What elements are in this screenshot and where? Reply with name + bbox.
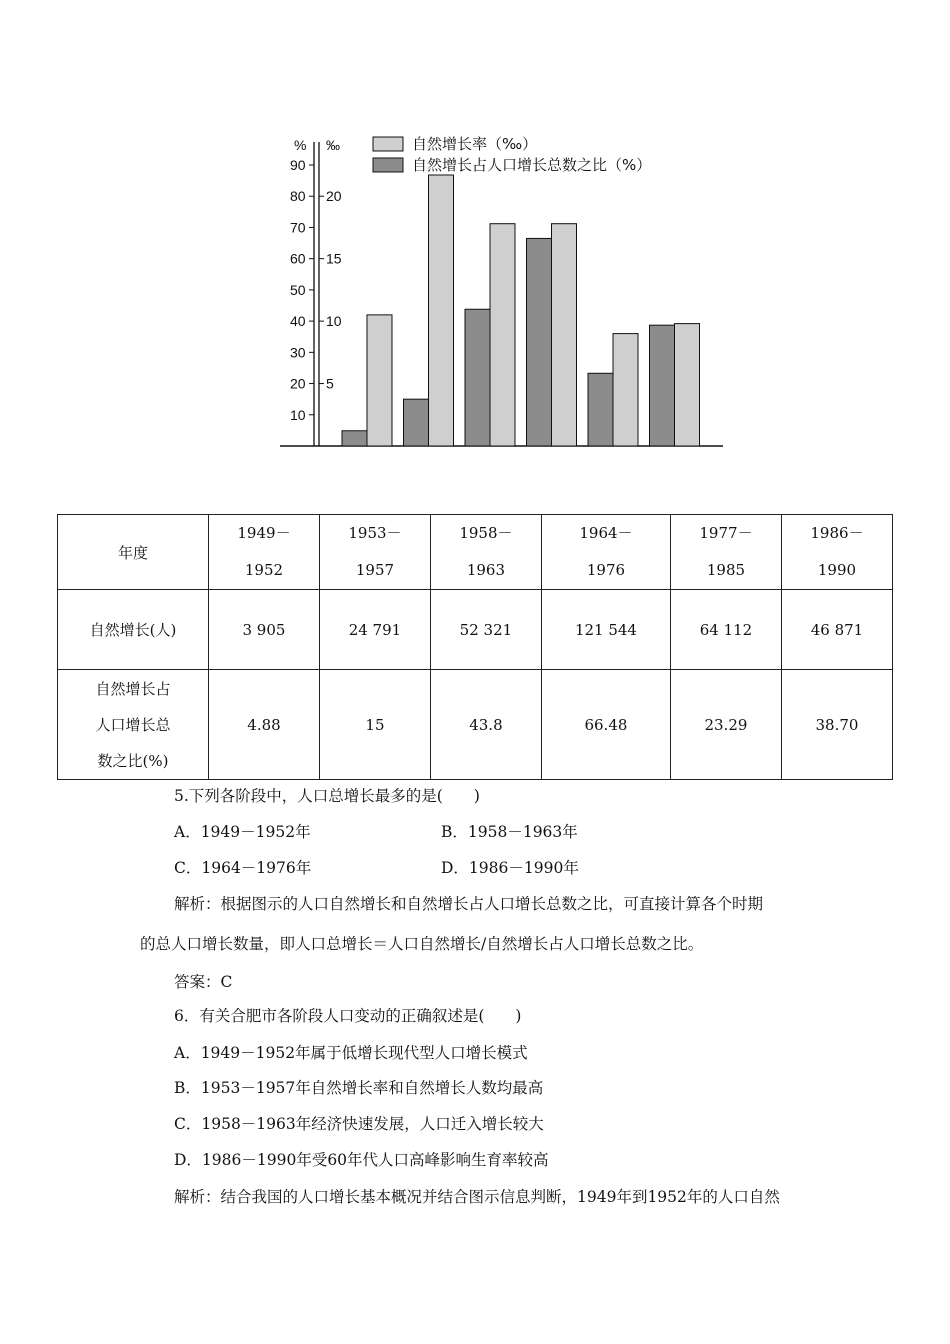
legend-swatch-ratio: [373, 158, 403, 172]
right-tick-label: 10: [326, 313, 342, 330]
period-5: 1977－ 1985: [671, 515, 782, 590]
q6-option-d: D．1986－1990年受60年代人口高峰影响生育率较高: [174, 1151, 549, 1169]
left-tick-label: 50: [290, 281, 306, 298]
row1-cell: 46 871: [781, 590, 892, 670]
row1-label: 自然增长(人): [58, 590, 209, 670]
legend-label-ratio: 自然增长占人口增长总数之比（%）: [412, 156, 652, 174]
bar-ratio: [527, 238, 552, 446]
right-tick-label: 15: [326, 250, 342, 267]
row2-cell: 15: [319, 670, 430, 780]
period-6: 1986－ 1990: [781, 515, 892, 590]
row1-cell: 64 112: [671, 590, 782, 670]
q5-analysis-line1: 解析：根据图示的人口自然增长和自然增长占人口增长总数之比，可直接计算各个时期: [174, 895, 764, 913]
legend: [373, 135, 651, 174]
population-bar-chart: [270, 130, 740, 460]
left-tick-label: 80: [290, 188, 306, 205]
q5-option-d: D．1986－1990年: [441, 859, 579, 877]
q5-stem: 5.下列各阶段中，人口总增长最多的是( ): [174, 787, 480, 805]
row2-cell: 66.48: [541, 670, 670, 780]
period-4: 1964－ 1976: [541, 515, 670, 590]
q5-answer: 答案：C: [174, 973, 233, 991]
row2-cell: 43.8: [430, 670, 541, 780]
q5-analysis-line2: 的总人口增长数量，即人口总增长＝人口自然增长/自然增长占人口增长总数之比。: [140, 935, 704, 953]
left-axis-unit: %: [294, 137, 307, 153]
q5-option-c: C．1964－1976年: [174, 859, 312, 877]
left-tick-label: 40: [290, 313, 306, 330]
bar-rate: [367, 315, 392, 446]
q6-option-c: C．1958－1963年经济快速发展，人口迁入增长较大: [174, 1115, 544, 1133]
bar-ratio: [404, 399, 429, 446]
bar-rate: [613, 334, 638, 446]
row2-cell: 23.29: [671, 670, 782, 780]
row2-cell: 4.88: [209, 670, 320, 780]
left-tick-label: 70: [290, 219, 306, 236]
population-table: [57, 514, 893, 780]
row1-cell: 24 791: [319, 590, 430, 670]
period-2: 1953－ 1957: [319, 515, 430, 590]
left-tick-label: 60: [290, 250, 306, 267]
q6-analysis-line1: 解析：结合我国的人口增长基本概况并结合图示信息判断，1949年到1952年的人口自然: [174, 1188, 780, 1206]
row2-cell: 38.70: [781, 670, 892, 780]
q6-option-a: A．1949－1952年属于低增长现代型人口增长模式: [174, 1044, 528, 1062]
bar-ratio: [588, 373, 613, 446]
q6-stem: 6．有关合肥市各阶段人口变动的正确叙述是( ): [174, 1007, 522, 1025]
legend-swatch-rate: [373, 137, 403, 151]
row1-cell: 121 544: [541, 590, 670, 670]
bar-ratio: [650, 325, 675, 446]
legend-label-rate: 自然增长率（‰）: [412, 135, 538, 153]
right-tick-label: 5: [326, 375, 334, 392]
q5-option-a: A．1949－1952年: [174, 823, 311, 841]
bar-rate: [675, 324, 700, 446]
row2-label: 自然增长占 人口增长总 数之比(%): [58, 670, 209, 780]
bar-rate: [429, 175, 454, 446]
left-tick-label: 30: [290, 344, 306, 361]
left-tick-label: 90: [290, 157, 306, 173]
left-tick-label: 20: [290, 375, 306, 392]
left-tick-label: 10: [290, 406, 306, 423]
bar-ratio: [342, 431, 367, 446]
bar-ratio: [465, 309, 490, 446]
row1-cell: 3 905: [209, 590, 320, 670]
period-3: 1958－ 1963: [430, 515, 541, 590]
right-tick-label: 20: [326, 188, 342, 205]
right-axis-unit: ‰: [326, 137, 340, 153]
header-label: 年度: [58, 515, 209, 590]
row1-cell: 52 321: [430, 590, 541, 670]
period-1: 1949－ 1952: [209, 515, 320, 590]
q5-option-b: B．1958－1963年: [441, 823, 578, 841]
q6-option-b: B．1953－1957年自然增长率和自然增长人数均最高: [174, 1079, 544, 1097]
bar-rate: [552, 224, 577, 446]
bar-rate: [490, 224, 515, 446]
